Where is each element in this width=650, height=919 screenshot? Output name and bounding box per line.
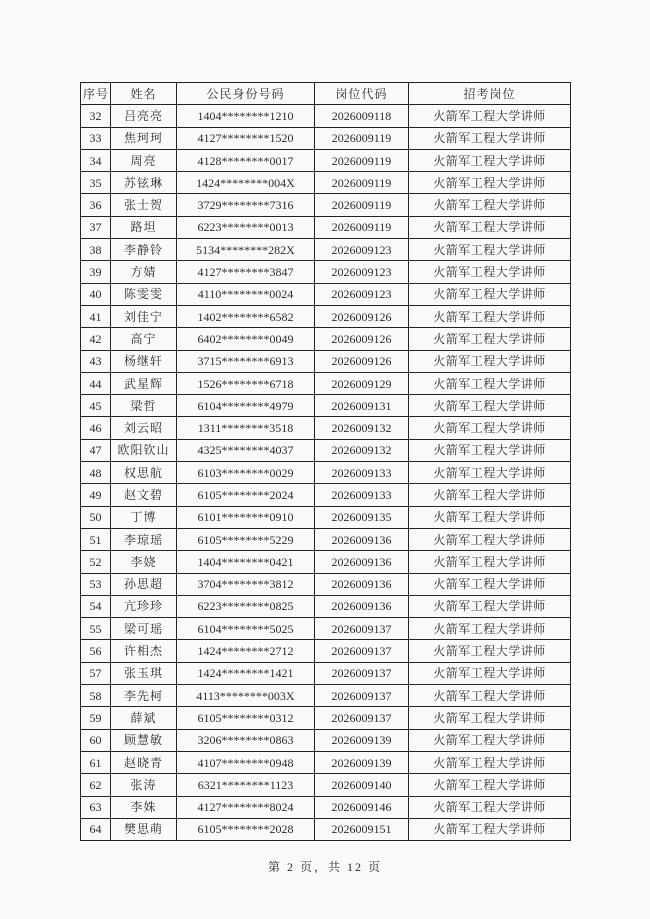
- name-cell: 刘云昭: [111, 417, 177, 439]
- serial-number-cell: 34: [81, 149, 111, 171]
- position-code-cell: 2026009131: [315, 395, 409, 417]
- position-code-cell: 2026009119: [315, 194, 409, 216]
- serial-number-cell: 35: [81, 172, 111, 194]
- citizen-id-cell: 6105********0312: [177, 707, 315, 729]
- serial-number-cell: 44: [81, 372, 111, 394]
- citizen-id-cell: 6101********0910: [177, 506, 315, 528]
- recruitment-position-cell: 火箭军工程大学讲师: [409, 149, 571, 171]
- recruitment-position-cell: 火箭军工程大学讲师: [409, 328, 571, 350]
- position-code-cell: 2026009137: [315, 662, 409, 684]
- name-cell: 李姝: [111, 796, 177, 818]
- table-row: [81, 216, 571, 238]
- position-code-cell: 2026009136: [315, 573, 409, 595]
- recruitment-position-cell: 火箭军工程大学讲师: [409, 350, 571, 372]
- recruitment-position-cell: 火箭军工程大学讲师: [409, 305, 571, 327]
- position-code-cell: 2026009132: [315, 439, 409, 461]
- name-cell: 梁可瑶: [111, 618, 177, 640]
- citizen-id-cell: 4128********0017: [177, 149, 315, 171]
- serial-number-cell: 56: [81, 640, 111, 662]
- table-row: [81, 283, 571, 305]
- citizen-id-cell: 4127********3847: [177, 261, 315, 283]
- recruitment-position-cell: 火箭军工程大学讲师: [409, 417, 571, 439]
- serial-number-cell: 43: [81, 350, 111, 372]
- recruitment-position-cell: 火箭军工程大学讲师: [409, 395, 571, 417]
- recruitment-roster-table: [80, 82, 571, 841]
- table-row: [81, 618, 571, 640]
- recruitment-position-cell: 火箭军工程大学讲师: [409, 751, 571, 773]
- citizen-id-cell: 5134********282X: [177, 239, 315, 261]
- serial-number-cell: 49: [81, 484, 111, 506]
- position-code-cell: 2026009135: [315, 506, 409, 528]
- table-row: [81, 707, 571, 729]
- citizen-id-cell: 3729********7316: [177, 194, 315, 216]
- citizen-id-cell: 4113********003X: [177, 685, 315, 707]
- table-row: [81, 395, 571, 417]
- header-serial-number: 序号: [81, 83, 111, 105]
- citizen-id-cell: 1526********6718: [177, 372, 315, 394]
- name-cell: 张涛: [111, 774, 177, 796]
- serial-number-cell: 58: [81, 685, 111, 707]
- name-cell: 陈雯雯: [111, 283, 177, 305]
- position-code-cell: 2026009146: [315, 796, 409, 818]
- position-code-cell: 2026009136: [315, 551, 409, 573]
- citizen-id-cell: 6402********0049: [177, 328, 315, 350]
- header-recruitment-position: 招考岗位: [409, 83, 571, 105]
- table-row: [81, 149, 571, 171]
- table-row: [81, 105, 571, 127]
- name-cell: 薛斌: [111, 707, 177, 729]
- name-cell: 李娆: [111, 551, 177, 573]
- serial-number-cell: 63: [81, 796, 111, 818]
- recruitment-position-cell: 火箭军工程大学讲师: [409, 194, 571, 216]
- position-code-cell: 2026009151: [315, 818, 409, 840]
- name-cell: 赵晓青: [111, 751, 177, 773]
- position-code-cell: 2026009118: [315, 105, 409, 127]
- header-name: 姓名: [111, 83, 177, 105]
- name-cell: 李琼瑶: [111, 528, 177, 550]
- serial-number-cell: 33: [81, 127, 111, 149]
- name-cell: 权思航: [111, 462, 177, 484]
- name-cell: 李先柯: [111, 685, 177, 707]
- position-code-cell: 2026009119: [315, 216, 409, 238]
- citizen-id-cell: 6105********2024: [177, 484, 315, 506]
- serial-number-cell: 47: [81, 439, 111, 461]
- serial-number-cell: 36: [81, 194, 111, 216]
- table-row: [81, 372, 571, 394]
- position-code-cell: 2026009123: [315, 283, 409, 305]
- position-code-cell: 2026009123: [315, 239, 409, 261]
- citizen-id-cell: 1404********0421: [177, 551, 315, 573]
- citizen-id-cell: 6105********5229: [177, 528, 315, 550]
- position-code-cell: 2026009137: [315, 618, 409, 640]
- table-row: [81, 484, 571, 506]
- table-row: [81, 774, 571, 796]
- citizen-id-cell: 1424********2712: [177, 640, 315, 662]
- name-cell: 周亮: [111, 149, 177, 171]
- recruitment-position-cell: 火箭军工程大学讲师: [409, 239, 571, 261]
- serial-number-cell: 52: [81, 551, 111, 573]
- table-row: [81, 685, 571, 707]
- table-row: [81, 506, 571, 528]
- serial-number-cell: 53: [81, 573, 111, 595]
- table-row: [81, 350, 571, 372]
- citizen-id-cell: 4325********4037: [177, 439, 315, 461]
- position-code-cell: 2026009136: [315, 595, 409, 617]
- recruitment-position-cell: 火箭军工程大学讲师: [409, 127, 571, 149]
- table-row: [81, 172, 571, 194]
- position-code-cell: 2026009119: [315, 149, 409, 171]
- table-row: [81, 595, 571, 617]
- citizen-id-cell: 1404********1210: [177, 105, 315, 127]
- recruitment-position-cell: 火箭军工程大学讲师: [409, 528, 571, 550]
- table-row: [81, 796, 571, 818]
- citizen-id-cell: 1424********1421: [177, 662, 315, 684]
- name-cell: 刘佳宁: [111, 305, 177, 327]
- serial-number-cell: 54: [81, 595, 111, 617]
- serial-number-cell: 55: [81, 618, 111, 640]
- recruitment-position-cell: 火箭军工程大学讲师: [409, 506, 571, 528]
- position-code-cell: 2026009140: [315, 774, 409, 796]
- serial-number-cell: 46: [81, 417, 111, 439]
- recruitment-position-cell: 火箭军工程大学讲师: [409, 707, 571, 729]
- table-row: [81, 462, 571, 484]
- table-row: [81, 551, 571, 573]
- table-row: [81, 328, 571, 350]
- serial-number-cell: 42: [81, 328, 111, 350]
- name-cell: 杨继轩: [111, 350, 177, 372]
- citizen-id-cell: 6104********4979: [177, 395, 315, 417]
- page-number-footer: 第 2 页，共 12 页: [267, 860, 382, 874]
- table-row: [81, 662, 571, 684]
- table-row: [81, 194, 571, 216]
- recruitment-position-cell: 火箭军工程大学讲师: [409, 462, 571, 484]
- serial-number-cell: 45: [81, 395, 111, 417]
- position-code-cell: 2026009137: [315, 640, 409, 662]
- citizen-id-cell: 4110********0024: [177, 283, 315, 305]
- recruitment-position-cell: 火箭军工程大学讲师: [409, 283, 571, 305]
- header-position-code: 岗位代码: [315, 83, 409, 105]
- citizen-id-cell: 4127********1520: [177, 127, 315, 149]
- citizen-id-cell: 1402********6582: [177, 305, 315, 327]
- citizen-id-cell: 3715********6913: [177, 350, 315, 372]
- name-cell: 张士贺: [111, 194, 177, 216]
- name-cell: 欧阳钦山: [111, 439, 177, 461]
- recruitment-position-cell: 火箭军工程大学讲师: [409, 662, 571, 684]
- serial-number-cell: 32: [81, 105, 111, 127]
- serial-number-cell: 64: [81, 818, 111, 840]
- name-cell: 方婧: [111, 261, 177, 283]
- citizen-id-cell: 6321********1123: [177, 774, 315, 796]
- position-code-cell: 2026009126: [315, 305, 409, 327]
- name-cell: 樊思萌: [111, 818, 177, 840]
- table-row: [81, 528, 571, 550]
- position-code-cell: 2026009137: [315, 685, 409, 707]
- position-code-cell: 2026009139: [315, 751, 409, 773]
- serial-number-cell: 41: [81, 305, 111, 327]
- recruitment-position-cell: 火箭军工程大学讲师: [409, 595, 571, 617]
- recruitment-position-cell: 火箭军工程大学讲师: [409, 618, 571, 640]
- position-code-cell: 2026009136: [315, 528, 409, 550]
- serial-number-cell: 48: [81, 462, 111, 484]
- serial-number-cell: 50: [81, 506, 111, 528]
- name-cell: 许相杰: [111, 640, 177, 662]
- citizen-id-cell: 6223********0825: [177, 595, 315, 617]
- recruitment-position-cell: 火箭军工程大学讲师: [409, 640, 571, 662]
- serial-number-cell: 57: [81, 662, 111, 684]
- citizen-id-cell: 6104********5025: [177, 618, 315, 640]
- name-cell: 梁哲: [111, 395, 177, 417]
- position-code-cell: 2026009132: [315, 417, 409, 439]
- recruitment-position-cell: 火箭军工程大学讲师: [409, 484, 571, 506]
- serial-number-cell: 40: [81, 283, 111, 305]
- recruitment-position-cell: 火箭军工程大学讲师: [409, 774, 571, 796]
- table-body: [81, 105, 571, 841]
- recruitment-position-cell: 火箭军工程大学讲师: [409, 796, 571, 818]
- name-cell: 焦珂珂: [111, 127, 177, 149]
- serial-number-cell: 38: [81, 239, 111, 261]
- name-cell: 吕亮亮: [111, 105, 177, 127]
- recruitment-position-cell: 火箭军工程大学讲师: [409, 729, 571, 751]
- citizen-id-cell: 6103********0029: [177, 462, 315, 484]
- table-row: [81, 573, 571, 595]
- table-row: [81, 305, 571, 327]
- serial-number-cell: 37: [81, 216, 111, 238]
- name-cell: 高宁: [111, 328, 177, 350]
- serial-number-cell: 61: [81, 751, 111, 773]
- table-row: [81, 261, 571, 283]
- serial-number-cell: 59: [81, 707, 111, 729]
- position-code-cell: 2026009129: [315, 372, 409, 394]
- table-row: [81, 439, 571, 461]
- recruitment-position-cell: 火箭军工程大学讲师: [409, 685, 571, 707]
- name-cell: 苏铉琳: [111, 172, 177, 194]
- citizen-id-cell: 4107********0948: [177, 751, 315, 773]
- recruitment-position-cell: 火箭军工程大学讲师: [409, 439, 571, 461]
- recruitment-position-cell: 火箭军工程大学讲师: [409, 372, 571, 394]
- recruitment-position-cell: 火箭军工程大学讲师: [409, 573, 571, 595]
- position-code-cell: 2026009133: [315, 484, 409, 506]
- citizen-id-cell: 1424********004X: [177, 172, 315, 194]
- name-cell: 顾慧敏: [111, 729, 177, 751]
- citizen-id-cell: 3704********3812: [177, 573, 315, 595]
- citizen-id-cell: 6223********0013: [177, 216, 315, 238]
- name-cell: 路坦: [111, 216, 177, 238]
- name-cell: 李静铃: [111, 239, 177, 261]
- recruitment-position-cell: 火箭军工程大学讲师: [409, 818, 571, 840]
- header-citizen-id: 公民身份号码: [177, 83, 315, 105]
- table-row: [81, 239, 571, 261]
- position-code-cell: 2026009119: [315, 127, 409, 149]
- position-code-cell: 2026009126: [315, 350, 409, 372]
- name-cell: 孙思超: [111, 573, 177, 595]
- citizen-id-cell: 1311********3518: [177, 417, 315, 439]
- citizen-id-cell: 6105********2028: [177, 818, 315, 840]
- position-code-cell: 2026009137: [315, 707, 409, 729]
- position-code-cell: 2026009139: [315, 729, 409, 751]
- position-code-cell: 2026009126: [315, 328, 409, 350]
- name-cell: 赵文碧: [111, 484, 177, 506]
- position-code-cell: 2026009123: [315, 261, 409, 283]
- position-code-cell: 2026009119: [315, 172, 409, 194]
- recruitment-position-cell: 火箭军工程大学讲师: [409, 172, 571, 194]
- name-cell: 武星辉: [111, 372, 177, 394]
- citizen-id-cell: 3206********0863: [177, 729, 315, 751]
- table-header-row: [81, 83, 571, 105]
- serial-number-cell: 62: [81, 774, 111, 796]
- table-row: [81, 818, 571, 840]
- position-code-cell: 2026009133: [315, 462, 409, 484]
- table-row: [81, 751, 571, 773]
- recruitment-position-cell: 火箭军工程大学讲师: [409, 261, 571, 283]
- name-cell: 亢珍珍: [111, 595, 177, 617]
- name-cell: 张玉琪: [111, 662, 177, 684]
- recruitment-position-cell: 火箭军工程大学讲师: [409, 105, 571, 127]
- table-row: [81, 127, 571, 149]
- serial-number-cell: 39: [81, 261, 111, 283]
- citizen-id-cell: 4127********8024: [177, 796, 315, 818]
- recruitment-position-cell: 火箭军工程大学讲师: [409, 551, 571, 573]
- recruitment-position-cell: 火箭军工程大学讲师: [409, 216, 571, 238]
- name-cell: 丁博: [111, 506, 177, 528]
- table-row: [81, 640, 571, 662]
- serial-number-cell: 60: [81, 729, 111, 751]
- table-row: [81, 417, 571, 439]
- serial-number-cell: 51: [81, 528, 111, 550]
- table-row: [81, 729, 571, 751]
